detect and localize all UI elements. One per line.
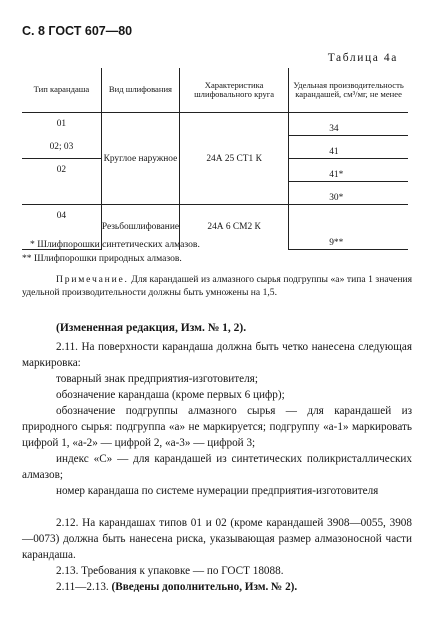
list-item: товарный знак предприятия-изготовителя;	[56, 373, 258, 385]
list-item: обозначение карандаша (кроме первых 6 цифр);	[56, 389, 285, 401]
cell-perf	[289, 205, 408, 228]
cell-perf: 34	[289, 113, 408, 136]
col-header-performance: Удельная производительность карандашей, см³/мг, не менее	[289, 68, 408, 113]
list-item: обозначение подгруппы алмазного сырья — для карандашей из природного сырья: подгруппа «а» не маркируется; подгруппу «а-1» маркировать цифрой 1, «а-2» — цифрой 2, «а-3» — цифрой 3;	[22, 405, 412, 449]
cell-wheel: 24А 6 СМ2 К	[180, 205, 289, 250]
amendment-introduced: (Введены дополнительно, Изм. № 2).	[111, 581, 298, 593]
section-range: 2.11—2.13.	[56, 581, 109, 593]
cell-type	[22, 182, 101, 205]
cell-perf: 9**	[289, 227, 408, 250]
amendment-note: (Измененная редакция, Изм. № 1, 2).	[56, 322, 247, 334]
footnote-1: * Шлифпорошки синтетических алмазов.	[30, 239, 200, 250]
cell-perf: 30*	[289, 182, 408, 205]
cell-type: 02; 03	[22, 136, 101, 159]
cell-type: 01	[22, 113, 101, 136]
paragraph-2-13: 2.13. Требования к упаковке — по ГОСТ 18088.	[56, 565, 284, 577]
list-item: номер карандаша по системе нумерации предприятия-изготовителя	[56, 485, 379, 497]
page-header: С. 8 ГОСТ 607—80	[22, 24, 133, 38]
note-text: Для карандашей из алмазного сырья подгруппы «а» типа 1 значения удельной производительности должны быть умножены на 1,5.	[22, 274, 412, 298]
note-label: Примечание.	[56, 274, 129, 285]
cell-type: 04	[22, 205, 101, 228]
table-title: Таблица 4а	[327, 52, 398, 64]
col-header-type: Тип карандаша	[22, 68, 101, 113]
col-header-grinding: Вид шлифования	[101, 68, 179, 113]
table-row	[22, 113, 408, 136]
table-note	[22, 274, 412, 299]
cell-grinding: Резьбошлифование	[101, 205, 179, 250]
paragraph-2-11-2-13	[22, 579, 412, 595]
cell-type: 02	[22, 159, 101, 182]
footnote-2: ** Шлифпорошки природных алмазов.	[22, 253, 182, 264]
cell-wheel: 24А 25 СТ1 К	[180, 113, 289, 205]
cell-perf: 41	[289, 136, 408, 159]
paragraph-2-12: 2.12. На карандашах типов 01 и 02 (кроме карандашей 3908—0055, 3908—0073) должна быть нанесена риска, указывающая размер алмазоносной части карандаша.	[22, 517, 412, 561]
spec-table	[22, 68, 408, 250]
list-item: индекс «С» — для карандашей из синтетических поликристаллических алмазов;	[22, 453, 412, 481]
col-header-wheel: Характеристика шлифовального круга	[180, 68, 289, 113]
cell-perf: 41*	[289, 159, 408, 182]
table-row	[22, 205, 408, 228]
cell-grinding: Круглое наружное	[101, 113, 179, 205]
paragraph-2-11: 2.11. На поверхности карандаша должна быть четко нанесена следующая маркировка:	[22, 341, 412, 369]
